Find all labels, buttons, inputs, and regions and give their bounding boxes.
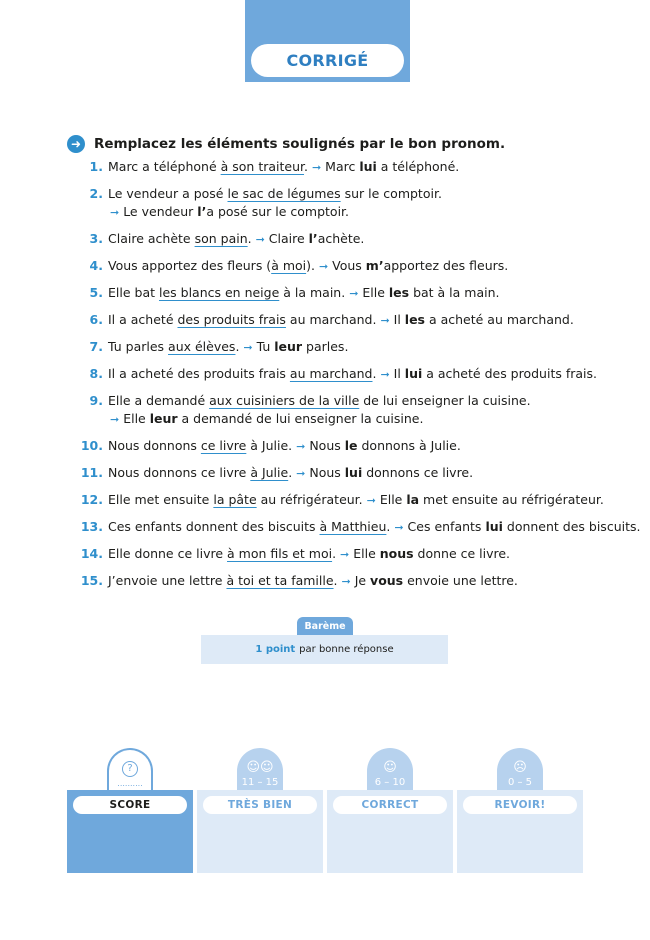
arrow-icon: ➞ (340, 548, 350, 561)
arrow-icon: ➞ (341, 575, 351, 588)
text-segment: Marc (321, 159, 360, 174)
arrow-icon: ➞ (255, 233, 265, 246)
score-panel (457, 790, 583, 873)
text-segment: a acheté au marchand. (424, 312, 574, 327)
underlined-phrase: au marchand (289, 366, 373, 381)
underlined-phrase: le sac de légumes (227, 186, 341, 201)
text-segment: . (247, 231, 256, 246)
item-sentence (108, 230, 635, 249)
item-number: 4. (89, 258, 103, 273)
bareme-box (201, 635, 448, 664)
text-segment: Elle (375, 492, 407, 507)
text-segment: a acheté des produits frais. (422, 366, 597, 381)
exercise-item (75, 257, 635, 276)
score-label: REVOIR! (463, 796, 577, 814)
question-mark-icon: ? (122, 761, 138, 777)
item-sentence (108, 464, 635, 483)
pronoun-answer: les (388, 285, 410, 300)
text-segment: au réfrigérateur. (256, 492, 367, 507)
text-segment: Claire achète (108, 231, 195, 246)
arrow-icon: ➞ (110, 206, 120, 219)
underlined-phrase: à Matthieu (319, 519, 387, 534)
text-segment: . (372, 366, 381, 381)
text-segment: donnons à Julie. (357, 438, 461, 453)
text-segment: à Julie. (246, 438, 297, 453)
text-segment: bat à la main. (409, 285, 500, 300)
text-segment: donnons ce livre. (362, 465, 474, 480)
text-segment: Vous apportez des fleurs ( (108, 258, 272, 273)
item-sentence (108, 518, 640, 537)
arrow-right-icon: ➜ (67, 135, 85, 153)
text-segment: Tu parles (108, 339, 169, 354)
underlined-phrase: aux cuisiniers de la ville (209, 393, 360, 408)
text-segment: Nous (305, 438, 345, 453)
pronoun-answer: le (344, 438, 358, 453)
score-bump (237, 748, 283, 792)
text-segment: Nous donnons (108, 438, 201, 453)
item-content (108, 392, 635, 429)
text-segment: Claire (264, 231, 309, 246)
text-segment: a posé sur le comptoir. (206, 204, 350, 219)
page-title: CORRIGÉ (251, 44, 404, 77)
item-number: 3. (89, 231, 103, 246)
underlined-phrase: à toi et ta famille (226, 573, 334, 588)
item-sentence (108, 545, 635, 564)
pronoun-answer: nous (379, 546, 414, 561)
text-segment: donnent des biscuits. (502, 519, 641, 534)
item-content (108, 437, 635, 456)
pronoun-answer: m’ (365, 258, 384, 273)
text-segment: envoie une lettre. (403, 573, 518, 588)
pronoun-answer: lui (344, 465, 363, 480)
item-answer-line (108, 203, 635, 222)
item-number: 15. (80, 573, 103, 588)
item-content (108, 185, 635, 222)
exercise-item (75, 392, 635, 429)
score-range: 11 – 15 (241, 777, 279, 788)
arrow-icon: ➞ (311, 161, 322, 174)
arrow-icon: ➞ (380, 368, 390, 381)
text-segment: Marc a téléphoné (108, 159, 221, 174)
pronoun-answer: lui (485, 519, 503, 534)
exercise-item (75, 572, 635, 591)
item-sentence (108, 572, 635, 591)
exercise-item (75, 437, 635, 456)
item-number: 14. (80, 546, 103, 561)
exercise-item (75, 230, 635, 249)
text-segment: Tu (252, 339, 275, 354)
underlined-phrase: la pâte (213, 492, 257, 507)
arrow-icon: ➞ (296, 440, 306, 453)
item-number: 12. (80, 492, 103, 507)
text-segment: Il a acheté des produits frais (108, 366, 290, 381)
pronoun-answer: l’ (308, 231, 318, 246)
item-number: 2. (89, 186, 103, 201)
item-sentence (108, 311, 635, 330)
score-panel (327, 790, 453, 873)
item-content (108, 338, 635, 357)
item-content (108, 230, 635, 249)
underlined-phrase: à mon fils et moi (227, 546, 333, 561)
exercise-item (75, 464, 635, 483)
instruction-text: Remplacez les éléments soulignés par le bon pronom. (94, 136, 506, 152)
item-sentence (108, 158, 635, 177)
item-content (108, 572, 635, 591)
item-content (108, 365, 635, 384)
text-segment: J’envoie une lettre (108, 573, 227, 588)
exercise-item (75, 518, 641, 537)
item-content (108, 311, 635, 330)
score-panel (67, 790, 193, 873)
item-number: 1. (89, 159, 103, 174)
item-sentence (108, 185, 635, 203)
underlined-phrase: à Julie (250, 465, 289, 480)
score-label: SCORE (73, 796, 187, 814)
exercise-item (75, 185, 635, 222)
score-bump (497, 748, 543, 792)
text-segment: Elle (349, 546, 380, 561)
arrow-icon: ➞ (366, 494, 376, 507)
item-number: 13. (80, 519, 103, 534)
instruction (67, 135, 627, 153)
underlined-phrase: aux élèves (168, 339, 236, 354)
score-bump (107, 748, 153, 792)
arrow-icon: ➞ (380, 314, 390, 327)
exercise-item (75, 158, 635, 177)
text-segment: donne ce livre. (413, 546, 511, 561)
text-segment: a téléphoné. (376, 159, 460, 174)
item-sentence (108, 338, 635, 357)
arrow-icon: ➞ (394, 521, 404, 534)
text-segment: Elle (358, 285, 389, 300)
text-segment: Elle donne ce livre (108, 546, 228, 561)
text-segment: achète. (317, 231, 365, 246)
text-segment: sur le comptoir. (340, 186, 442, 201)
item-answer-line (108, 410, 635, 429)
item-number: 10. (80, 438, 103, 453)
text-segment: de lui enseigner la cuisine. (359, 393, 531, 408)
bareme-points: 1 point (255, 644, 296, 655)
item-number: 11. (80, 465, 103, 480)
pronoun-answer: la (406, 492, 420, 507)
text-segment: au marchand. (285, 312, 381, 327)
arrow-icon: ➞ (318, 260, 329, 273)
text-segment: Elle bat (108, 285, 159, 300)
text-segment: Il (389, 312, 405, 327)
pronoun-answer: l’ (197, 204, 207, 219)
pronoun-answer: leur (149, 411, 178, 426)
item-content (108, 464, 635, 483)
exercise-item (75, 491, 635, 510)
exercise-item (75, 284, 635, 303)
exercise-list (75, 158, 641, 599)
score-blank: .......... (117, 779, 143, 788)
underlined-phrase: les blancs en neige (158, 285, 280, 300)
text-segment: Ces enfants donnent des biscuits (108, 519, 320, 534)
text-segment: apportez des fleurs. (383, 258, 509, 273)
bareme-rest: par bonne réponse (299, 644, 394, 655)
score-label: TRÈS BIEN (203, 796, 317, 814)
text-segment: Nous donnons ce livre (108, 465, 251, 480)
underlined-phrase: son pain (194, 231, 248, 246)
text-segment: met ensuite au réfrigérateur. (419, 492, 604, 507)
text-segment: Vous (328, 258, 366, 273)
text-segment: . (288, 465, 297, 480)
score-range: 0 – 5 (507, 777, 533, 788)
text-segment: . (304, 159, 312, 174)
exercise-item (75, 365, 635, 384)
item-number: 8. (89, 366, 103, 381)
exercise-item (75, 311, 635, 330)
score-range: 6 – 10 (374, 777, 406, 788)
item-content (108, 491, 635, 510)
text-segment: ). (306, 258, 319, 273)
text-segment: Elle a demandé (108, 393, 210, 408)
smiley-face-icon: ☺ (383, 760, 397, 775)
item-sentence (108, 365, 635, 384)
text-segment: Nous (305, 465, 345, 480)
text-segment: a demandé de lui enseigner la cuisine. (177, 411, 424, 426)
smiley-face-icon: ☺☺ (246, 760, 274, 775)
text-segment: . (333, 573, 342, 588)
pronoun-answer: vous (370, 573, 404, 588)
sad-face-icon: ☹ (513, 760, 527, 775)
text-segment: parles. (302, 339, 349, 354)
item-content (108, 158, 635, 177)
item-content (108, 257, 635, 276)
text-segment: Je (350, 573, 371, 588)
text-segment: Il a acheté (108, 312, 178, 327)
text-segment: Elle (119, 411, 150, 426)
pronoun-answer: lui (404, 366, 423, 381)
underlined-phrase: des produits frais (177, 312, 286, 327)
item-sentence (108, 392, 635, 410)
item-number: 5. (89, 285, 103, 300)
item-content (108, 545, 635, 564)
underlined-phrase: à son traiteur (220, 159, 305, 174)
item-content (108, 284, 635, 303)
text-segment: Le vendeur (119, 204, 198, 219)
arrow-icon: ➞ (243, 341, 253, 354)
text-segment: . (386, 519, 395, 534)
item-number: 6. (89, 312, 103, 327)
underlined-phrase: à moi (271, 258, 307, 273)
score-panel (197, 790, 323, 873)
pronoun-answer: les (404, 312, 425, 327)
item-number: 7. (89, 339, 103, 354)
exercise-item (75, 545, 635, 564)
score-label: CORRECT (333, 796, 447, 814)
pronoun-answer: leur (274, 339, 303, 354)
item-sentence (108, 284, 635, 303)
text-segment: . (235, 339, 244, 354)
text-segment: Il (389, 366, 405, 381)
item-sentence (108, 437, 635, 456)
arrow-icon: ➞ (349, 287, 359, 300)
bareme-tab: Barème (297, 617, 353, 635)
arrow-icon: ➞ (110, 413, 120, 426)
text-segment: . (332, 546, 341, 561)
item-content (108, 518, 640, 537)
text-segment: Elle met ensuite (108, 492, 214, 507)
underlined-phrase: ce livre (200, 438, 247, 453)
text-segment: Ces enfants (403, 519, 486, 534)
item-sentence (108, 257, 635, 276)
pronoun-answer: lui (359, 159, 377, 174)
text-segment: Le vendeur a posé (108, 186, 228, 201)
item-number: 9. (89, 393, 103, 408)
item-sentence (108, 491, 635, 510)
arrow-icon: ➞ (296, 467, 306, 480)
text-segment: à la main. (279, 285, 350, 300)
exercise-item (75, 338, 635, 357)
score-bump (367, 748, 413, 792)
